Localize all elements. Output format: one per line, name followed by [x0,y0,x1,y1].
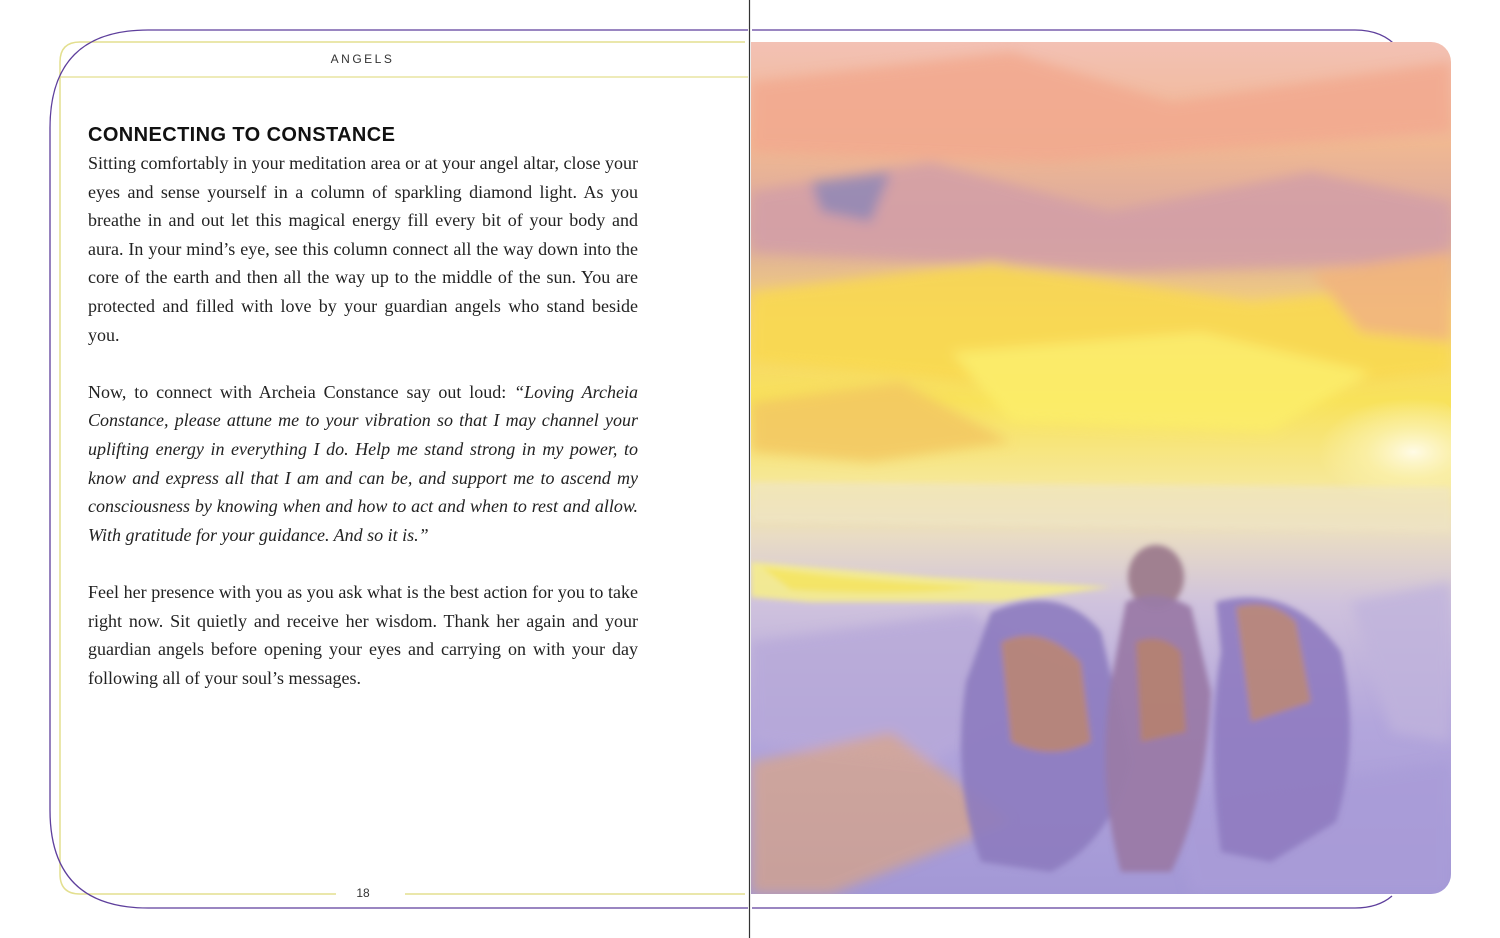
running-head: ANGELS [330,52,395,66]
page-number: 18 [340,886,386,900]
invocation-intro: Now, to connect with Archeia Constance say out loud: [88,381,515,402]
paragraph-closing: Feel her presence with you as you ask what is the best action for you to take right now. Sit quietly and receive her wisdom. Thank her again and your guardian angels before opening your eyes and carrying on with your day following all of your soul’s messages. [88,581,638,688]
purple-frame-right-bottom [752,896,1392,908]
angel-illustration [751,42,1451,894]
paragraph-meditation: Sitting comfortably in your meditation area or at your angel altar, close your eyes and sense yourself in a column of sparkling diamond light. As you breathe in and out let this magical energy fill every bit of your body and aura. In your mind’s eye, see this column connect all the way down into the core of the earth and then all the way up to the middle of the sun. You are protected and filled with love by your guardian angels who stand beside you. [88,153,638,345]
illustration-painting [751,42,1451,894]
section-heading: CONNECTING TO CONSTANCE [88,124,396,146]
body-text [88,121,638,692]
paragraph-invocation [88,378,638,550]
invocation-quote: “Loving Archeia Constance, please attune me to your vibration so that I may channel your uplifting energy in everything I do. Help me stand strong in my power, to know and express all that I am and can be, and support me to ascend my consciousness by knowing when and how to act and when to rest and allow. With gratitude for your guidance. And so it is.” [88,381,638,545]
